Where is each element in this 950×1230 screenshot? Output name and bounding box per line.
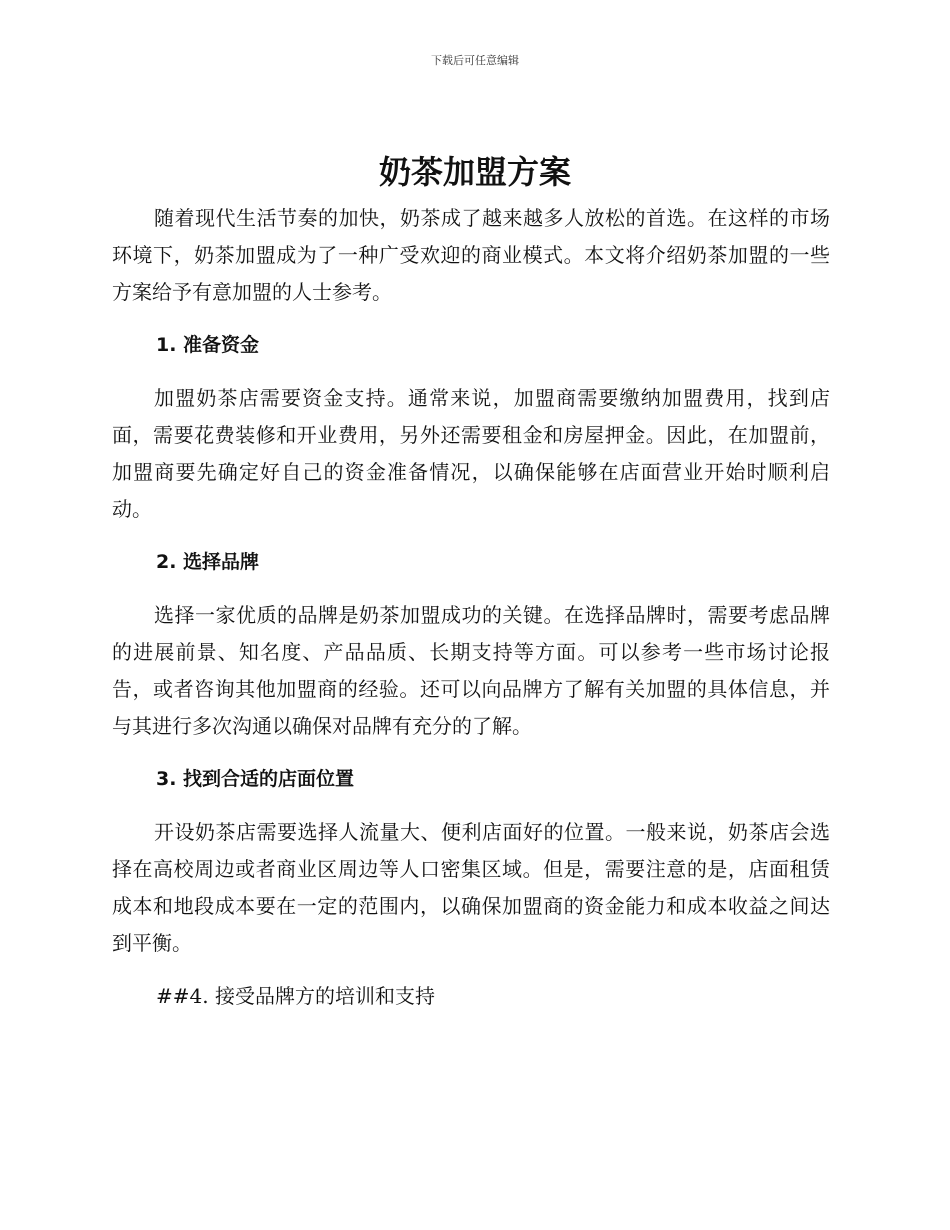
document-body	[112, 200, 830, 1010]
section-body-brand: 选择一家优质的品牌是奶茶加盟成功的关键。在选择品牌时，需要考虑品牌的进展前景、知名度、产品品质、长期支持等方面。可以参考一些市场讨论报告，或者咨询其他加盟商的经验。还可以向品牌方了解有关加盟的具体信息，并与其进行多次沟通以确保对品牌有充分的了解。	[112, 603, 830, 738]
section-heading-funding: 1. 准备资金	[156, 334, 260, 356]
intro-paragraph: 随着现代生活节奏的加快，奶茶成了越来越多人放松的首选。在这样的市场环境下，奶茶加盟成为了一种广受欢迎的商业模式。本文将介绍奶茶加盟的一些方案给予有意加盟的人士参考。	[112, 206, 830, 304]
section-body-funding: 加盟奶茶店需要资金支持。通常来说，加盟商需要缴纳加盟费用，找到店面，需要花费装修和开业费用，另外还需要租金和房屋押金。因此，在加盟前，加盟商要先确定好自己的资金准备情况，以确保能够在店面营业开始时顺利启动。	[112, 386, 830, 521]
section-heading-location: 3. 找到合适的店面位置	[156, 768, 355, 790]
page-header-note: 下载后可任意编辑	[431, 54, 519, 67]
document-title: 奶茶加盟方案	[378, 153, 571, 191]
section-heading-training: ##4. 接受品牌方的培训和支持	[156, 984, 435, 1008]
section-heading-brand: 2. 选择品牌	[156, 551, 260, 573]
section-body-location: 开设奶茶店需要选择人流量大、便利店面好的位置。一般来说，奶茶店会选择在高校周边或者商业区周边等人口密集区域。但是，需要注意的是，店面租赁成本和地段成本要在一定的范围内，以确保加盟商的资金能力和成本收益之间达到平衡。	[112, 820, 830, 955]
